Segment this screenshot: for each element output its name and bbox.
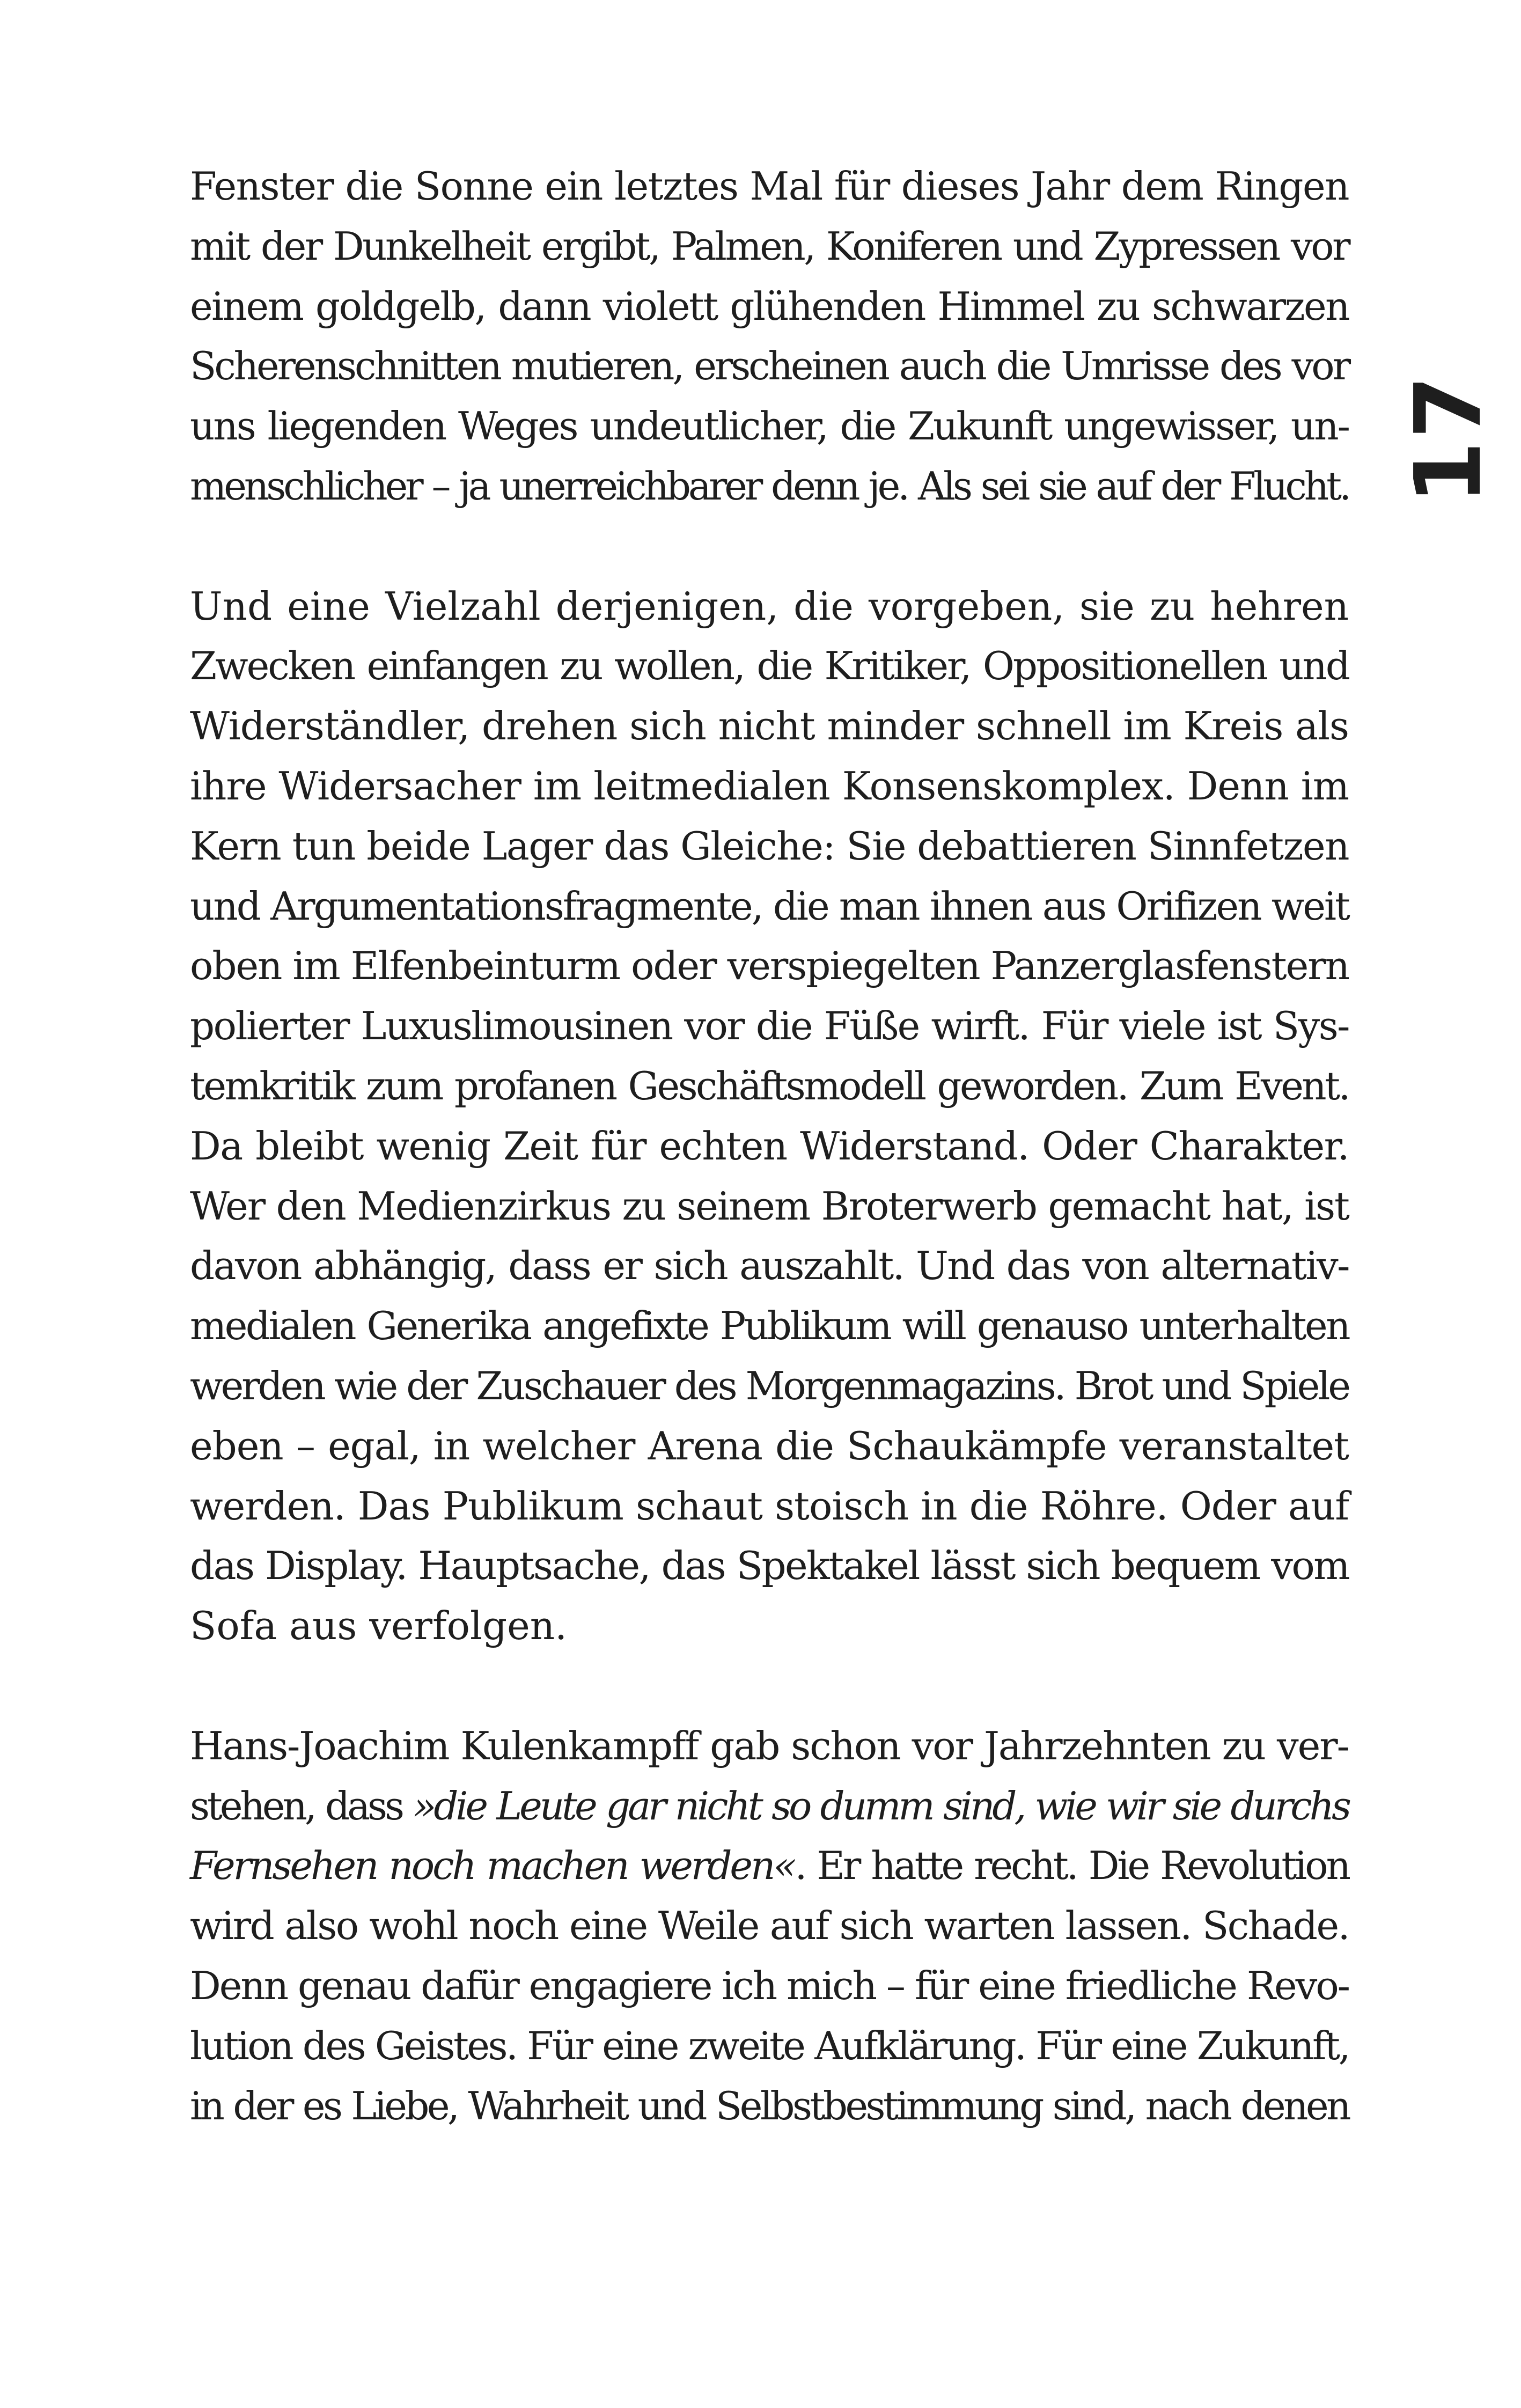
- text-line: Wer den Medienzirkus zu seinem Broterwerb gemacht hat, ist: [190, 1183, 1349, 1229]
- text-line: polierter Luxuslimousinen vor die Füße wirft. Für viele ist Sys-: [190, 1003, 1349, 1049]
- text-line: Hans-Joachim Kulenkampff gab schon vor Jahrzehnten zu ver-: [190, 1723, 1349, 1768]
- text-line: ihre Widersacher im leitmedialen Konsenskomplex. Denn im: [190, 763, 1349, 809]
- text-line: davon abhängig, dass er sich auszahlt. Und das von alternativ-: [190, 1243, 1349, 1289]
- text-line: werden. Das Publikum schaut stoisch in die Röhre. Oder auf: [190, 1483, 1349, 1529]
- paragraph-gap: [190, 1656, 1349, 1716]
- text-line: Fenster die Sonne ein letztes Mal für dieses Jahr dem Ringen: [190, 164, 1349, 209]
- text-line: Sofa aus verfolgen.: [190, 1603, 567, 1649]
- text-line: Widerständler, drehen sich nicht minder schnell im Kreis als: [190, 703, 1349, 749]
- text-line: [190, 1836, 1349, 1896]
- text-line: lution des Geistes. Für eine zweite Aufklärung. Für eine Zukunft,: [190, 2023, 1349, 2068]
- text-line: uns liegenden Weges undeutlicher, die Zukunft ungewisser, un-: [190, 403, 1349, 449]
- text-line: Scherenschnitten mutieren, erscheinen auch die Umrisse des vor: [190, 343, 1349, 389]
- quotation: Fernsehen noch machen werden«: [190, 1843, 795, 1889]
- text-line: wird also wohl noch eine Weile auf sich warten lassen. Schade.: [190, 1903, 1349, 1949]
- paragraph-3: [190, 1716, 1349, 2137]
- text-line: das Display. Hauptsache, das Spektakel lässt sich bequem vom: [190, 1543, 1349, 1589]
- text-line: mit der Dunkelheit ergibt, Palmen, Koniferen und Zypressen vor: [190, 223, 1349, 269]
- body-text: [190, 157, 1349, 2136]
- quotation: »die Leute gar nicht so dumm sind, wie wir sie durchs: [413, 1783, 1349, 1829]
- text-line: oben im Elfenbeinturm oder verspiegelten Panzerglasfenstern: [190, 943, 1349, 989]
- text-line: medialen Generika angefixte Publikum will genauso unterhalten: [190, 1303, 1349, 1349]
- paragraph-2: [190, 577, 1349, 1656]
- page-number: 17: [1395, 373, 1502, 505]
- text-line: Und eine Vielzahl derjenigen, die vorgeben, sie zu hehren: [190, 583, 1349, 629]
- paragraph-1: [190, 157, 1349, 517]
- text-segment: . Er hatte recht. Die Revolution: [795, 1843, 1349, 1889]
- text-line: in der es Liebe, Wahrheit und Selbstbestimmung sind, nach denen: [190, 2083, 1349, 2128]
- text-line: und Argumentationsfragmente, die man ihnen aus Orifizen weit: [190, 883, 1349, 929]
- text-line: Zwecken einfangen zu wollen, die Kritiker, Oppositionellen und: [190, 643, 1349, 689]
- text-line: temkritik zum profanen Geschäftsmodell geworden. Zum Event.: [190, 1063, 1349, 1108]
- text-line: werden wie der Zuschauer des Morgenmagazins. Brot und Spiele: [190, 1363, 1349, 1408]
- text-line: menschlicher – ja unerreichbarer denn je. Als sei sie auf der Flucht.: [190, 463, 1349, 509]
- text-line: Kern tun beide Lager das Gleiche: Sie debattieren Sinnfetzen: [190, 823, 1349, 869]
- text-segment: stehen, dass: [190, 1783, 413, 1829]
- text-line: [190, 1776, 1349, 1837]
- text-line: eben – egal, in welcher Arena die Schaukämpfe veranstaltet: [190, 1423, 1349, 1469]
- text-line: Da bleibt wenig Zeit für echten Widerstand. Oder Charakter.: [190, 1123, 1349, 1169]
- paragraph-gap: [190, 517, 1349, 577]
- text-line: Denn genau dafür engagiere ich mich – für eine friedliche Revo-: [190, 1963, 1349, 2008]
- text-line: einem goldgelb, dann violett glühenden Himmel zu schwarzen: [190, 283, 1349, 329]
